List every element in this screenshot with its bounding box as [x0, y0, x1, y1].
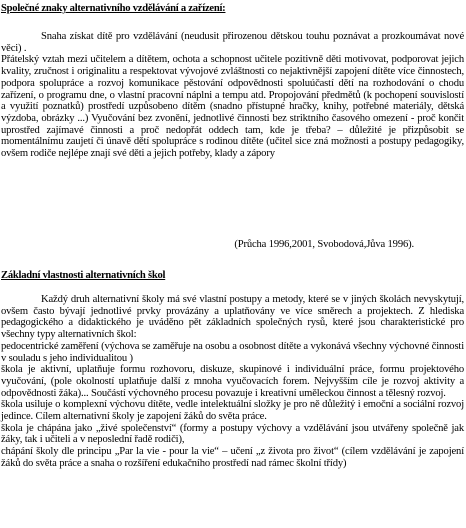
paragraph-pedocentric: pedocentrické zaměření (výchova se zaměřuje na osobu a osobnost dítěte a vykonává všechny výchovné činnosti v souladu s jeho individualitou ) [1, 340, 464, 364]
paragraph-relationship: Přátelský vztah mezi učitelem a dítětem, ochota a schopnost učitele pozitivně děti motivovat, podporovat jejich kvality, zručnost i originalitu a respektovat vývojové zvláštnosti co nejaktivnější zapojení dítěte více činnostech, podpora spolupráce a rozvoj komunikace pěstování odpovědnosti spoluúčastí dětí na rozhodování o chodu zařízení, o programu dne, o vlastní pracovní náplni a tempu atd. Propojování předmětů (k pochopení souvislostí a využití poznatků) prostředí uzpůsobeno dítěm (snadno přístupné hračky, knihy, potřebné materiály, dětská výzdoba, obrázky ...) Vyučování bez zvonění, jednotlivé činnosti bez striktního časového omezení - proč končit uprostřed zajímavé činnosti a proč nedopřát oddech tam, kde je třeba? – důležité je přizpůsobit se momentálnímu zaujetí či únavě dětí spolupráce s rodinou dítěte (učitel sice zná možnosti a postupy pedagogiky, ovšem rodiče nejlépe znají své děti a jejich potřeby, klady a zápory [1, 54, 464, 160]
section-body-common-features [1, 31, 464, 160]
paragraph-par-la-vie: chápání školy dle principu „Par la vie - pour la vie“ – učení „z života pro život“ (cílem vzdělávání je zapojení žáků do světa práce a snaha o rozšíření edukačního prostředí nad rámec školní třídy) [1, 446, 464, 469]
paragraph-active-school: škola je aktivní, uplatňuje formu rozhovoru, diskuze, skupinové i individuální práce, formu projektového vyučování, (pole okolností uplatňuje další z mnoha vyučovacích forem. Nejvyšším cíle je rozvoj aktivity a odpovědnosti žáka)... Součástí výchovného procesu povazuje i kreativní uměleckou činnost a tělesný rozvoj. [1, 364, 464, 399]
paragraph-methods: Každý druh alternativní školy má své vlastní postupy a metody, které se v jiných školách nevyskytují, ovšem často bývají jednotlivé prvky provázány a uplatňovány ve více směrech a projektech. Z hlediska pedagogického a didaktického je uváděno pět základních společných rysů, které jsou charakteristické pro všechny typy alternativních škol: [1, 294, 464, 341]
citation: (Průcha 1996,2001, Svobodová,Jůva 1996). [234, 239, 414, 250]
section-heading-basic-properties: Základní vlastnosti alternativních škol [1, 270, 166, 281]
paragraph-complex-education: škola usiluje o komplexní výchovu dítěte, vedle intelektuální složky je pro ně důležitý i emoční a sociální rozvoj jedince. Cílem alternativní školy je zapojení žáků do světa práce. [1, 399, 464, 423]
section-heading-common-features: Společné znaky alternativního vzdělávání a zařízení: [1, 3, 226, 14]
paragraph-motivation: Snaha získat dítě pro vzdělávání (neudusit přirozenou dětskou touhu poznávat a prozkoumávat nové věci) . [1, 31, 464, 54]
section-body-basic-properties [1, 294, 464, 470]
paragraph-living-community: škola je chápána jako „živé společenství“ (formy a postupy výchovy a vzdělávání jsou utvářeny společně jak žáky, tak i učiteli a v neposlední řadě rodiči), [1, 422, 464, 446]
